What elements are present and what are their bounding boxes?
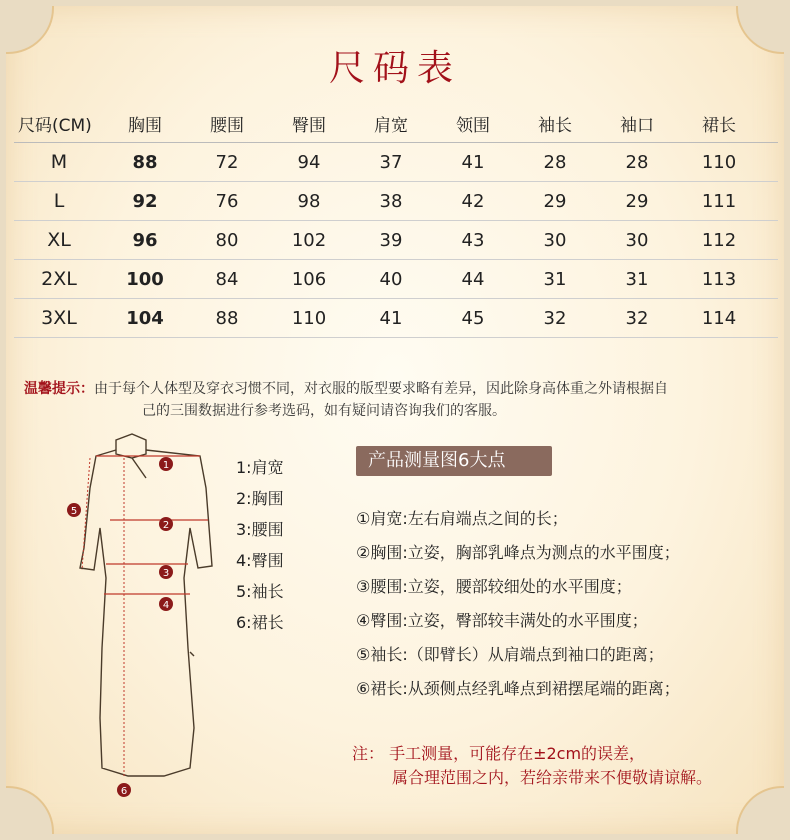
corner-ornament xyxy=(6,786,54,834)
table-cell: M xyxy=(50,151,68,173)
dress-outline-illustration xyxy=(60,428,230,808)
measure-shoulder: ①肩宽:左右肩端点之间的长； xyxy=(356,509,568,528)
note-line-1: 注： 手工测量，可能存在±2cm的误差， xyxy=(352,744,646,763)
table-header-cell: 臀围 xyxy=(292,116,326,136)
figure-marker-1: 1 xyxy=(162,460,170,471)
table-cell: 29 xyxy=(543,190,567,212)
note-line-2: 属合理范围之内，若给亲带来不便敬请谅解。 xyxy=(392,768,713,787)
table-row xyxy=(14,143,778,182)
measure-bust: ②胸围:立姿，胸部乳峰点为测点的水平围度； xyxy=(356,543,680,562)
table-cell: 41 xyxy=(461,151,485,173)
table-cell: 88 xyxy=(215,307,239,329)
legend-item-sleeve: 5:袖长 xyxy=(236,582,284,601)
table-header-cell: 袖长 xyxy=(538,116,572,136)
figure-marker-3: 3 xyxy=(162,568,170,579)
tip-line-1: 由于每个人体型及穿衣习惯不同，对衣服的版型要求略有差异，因此除身高体重之外请根据自 xyxy=(94,381,668,397)
measure-dress-length: ⑥裙长:从颈侧点经乳峰点到裙摆尾端的距离； xyxy=(356,679,680,698)
table-cell: 104 xyxy=(126,307,164,329)
table-cell: 80 xyxy=(215,229,239,251)
table-cell: 32 xyxy=(543,307,567,329)
table-cell: 42 xyxy=(461,190,485,212)
table-cell: 40 xyxy=(379,268,403,290)
table-cell: 112 xyxy=(701,229,737,251)
size-table xyxy=(14,105,778,338)
measure-hip: ④臀围:立姿，臀部较丰满处的水平围度； xyxy=(356,611,648,630)
table-row xyxy=(14,221,778,260)
table-cell: 110 xyxy=(291,307,327,329)
table-cell: 45 xyxy=(461,307,485,329)
table-cell: 38 xyxy=(379,190,403,212)
table-header-cell: 尺码(CM) xyxy=(18,116,92,136)
table-row xyxy=(14,260,778,299)
figure-marker-2: 2 xyxy=(162,520,170,531)
tip-box xyxy=(24,378,784,422)
table-row xyxy=(14,182,778,221)
tip-line-2: 己的三围数据进行参考选码，如有疑问请咨询我们的客服。 xyxy=(142,403,506,419)
table-cell: 39 xyxy=(379,229,403,251)
table-cell: 43 xyxy=(461,229,485,251)
legend-item-hip: 4:臀围 xyxy=(236,551,284,570)
table-cell: 30 xyxy=(625,229,649,251)
table-cell: 114 xyxy=(701,307,737,329)
table-cell: 31 xyxy=(625,268,649,290)
figure-marker-4: 4 xyxy=(162,600,170,611)
table-cell: 44 xyxy=(461,268,485,290)
table-cell: 72 xyxy=(215,151,239,173)
table-cell: 3XL xyxy=(41,307,77,329)
corner-ornament xyxy=(736,786,784,834)
measure-waist: ③腰围:立姿，腰部较细处的水平围度； xyxy=(356,577,632,596)
table-header-cell: 胸围 xyxy=(128,116,162,136)
table-header-cell: 裙长 xyxy=(702,116,736,136)
table-header-cell: 腰围 xyxy=(210,116,244,136)
table-cell: 31 xyxy=(543,268,567,290)
section-title-badge: 产品测量图6大点 xyxy=(356,446,552,476)
table-cell: 41 xyxy=(379,307,403,329)
legend-item-dress-length: 6:裙长 xyxy=(236,613,284,632)
table-cell: 30 xyxy=(543,229,567,251)
table-cell: 37 xyxy=(379,151,403,173)
table-cell: 113 xyxy=(701,268,737,290)
table-cell: 84 xyxy=(215,268,239,290)
table-header-row xyxy=(14,105,778,143)
dress-figure xyxy=(60,428,230,808)
legend-item-shoulder: 1:肩宽 xyxy=(236,458,284,477)
measure-sleeve: ⑤袖长:（即臂长）从肩端点到袖口的距离； xyxy=(356,645,664,664)
table-cell: 88 xyxy=(132,151,158,173)
table-cell: 98 xyxy=(297,190,321,212)
table-cell: 76 xyxy=(215,190,239,212)
table-cell: 32 xyxy=(625,307,649,329)
figure-marker-6: 6 xyxy=(120,786,128,797)
table-cell: 96 xyxy=(132,229,158,251)
table-cell: 100 xyxy=(126,268,164,290)
table-cell: 29 xyxy=(625,190,649,212)
legend-item-bust: 2:胸围 xyxy=(236,489,284,508)
table-cell: 92 xyxy=(132,190,158,212)
tip-label: 温馨提示： xyxy=(24,381,94,397)
table-header-cell: 袖口 xyxy=(620,116,654,136)
page-title: 尺码表 xyxy=(328,48,461,89)
table-cell: 28 xyxy=(625,151,649,173)
table-cell: 111 xyxy=(701,190,737,212)
measurement-legend xyxy=(236,452,284,638)
measurement-instructions xyxy=(356,502,680,706)
table-cell: XL xyxy=(47,229,71,251)
table-cell: L xyxy=(53,190,65,212)
table-cell: 106 xyxy=(291,268,327,290)
table-row xyxy=(14,299,778,338)
table-cell: 102 xyxy=(291,229,327,251)
table-cell: 28 xyxy=(543,151,567,173)
table-cell: 110 xyxy=(701,151,737,173)
table-header-cell: 肩宽 xyxy=(374,116,408,136)
legend-item-waist: 3:腰围 xyxy=(236,520,284,539)
figure-marker-5: 5 xyxy=(70,506,78,517)
table-header-cell: 领围 xyxy=(456,116,490,136)
table-cell: 94 xyxy=(297,151,321,173)
table-cell: 2XL xyxy=(41,268,77,290)
error-note xyxy=(352,742,712,790)
